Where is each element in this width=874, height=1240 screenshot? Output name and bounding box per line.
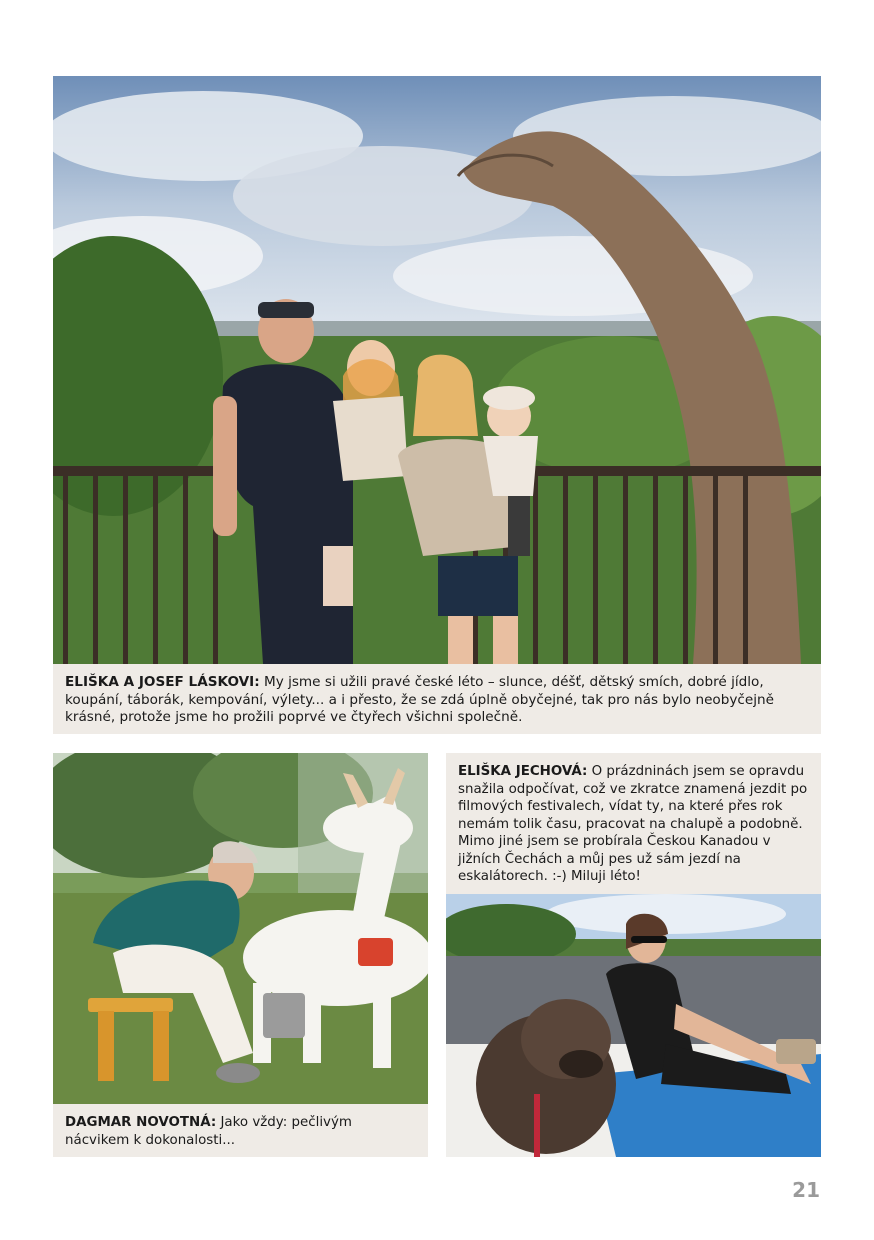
page-number: 21 bbox=[792, 1178, 820, 1202]
goat-milking-photo bbox=[53, 753, 428, 1104]
pedal-boat-dog-photo bbox=[446, 894, 821, 1157]
caption-jechova-text: O prázdninách jsem se opravdu snažila odpočívat, což ve zkratce znamená jezdit po filmových festivalech, vídat ty, na které přes rok nemám tolik času, pracovat na chalupě a podobně. Mimo jiné jsem se probírala Českou Kanadou v jižních Čechách a můj pes už sám jezdí na eskalátorech. :-) Miluji léto! bbox=[458, 764, 808, 884]
caption-jechova-name: ELIŠKA JECHOVÁ: bbox=[458, 764, 588, 779]
caption-jechova bbox=[446, 753, 821, 894]
family-dinosaur-photo bbox=[53, 76, 821, 664]
caption-novotna bbox=[53, 1104, 428, 1157]
caption-laskovi-name: ELIŠKA A JOSEF LÁSKOVI: bbox=[65, 674, 260, 690]
caption-novotna-text: Jako vždy: pečlivým nácvikem k dokonalosti... bbox=[65, 1115, 352, 1148]
caption-laskovi-text: My jsme si užili pravé české léto – slunce, déšť, dětský smích, dobré jídlo, koupání, táborák, kempování, výlety... a i přesto, že se zdá úplně obyčejné, tak pro nás bylo neobyčejně krásné, protože jsme ho prožili poprvé ve čtyřech všichni společně. bbox=[65, 674, 775, 725]
caption-laskovi bbox=[53, 664, 821, 734]
caption-novotna-name: DAGMAR NOVOTNÁ: bbox=[65, 1115, 217, 1130]
